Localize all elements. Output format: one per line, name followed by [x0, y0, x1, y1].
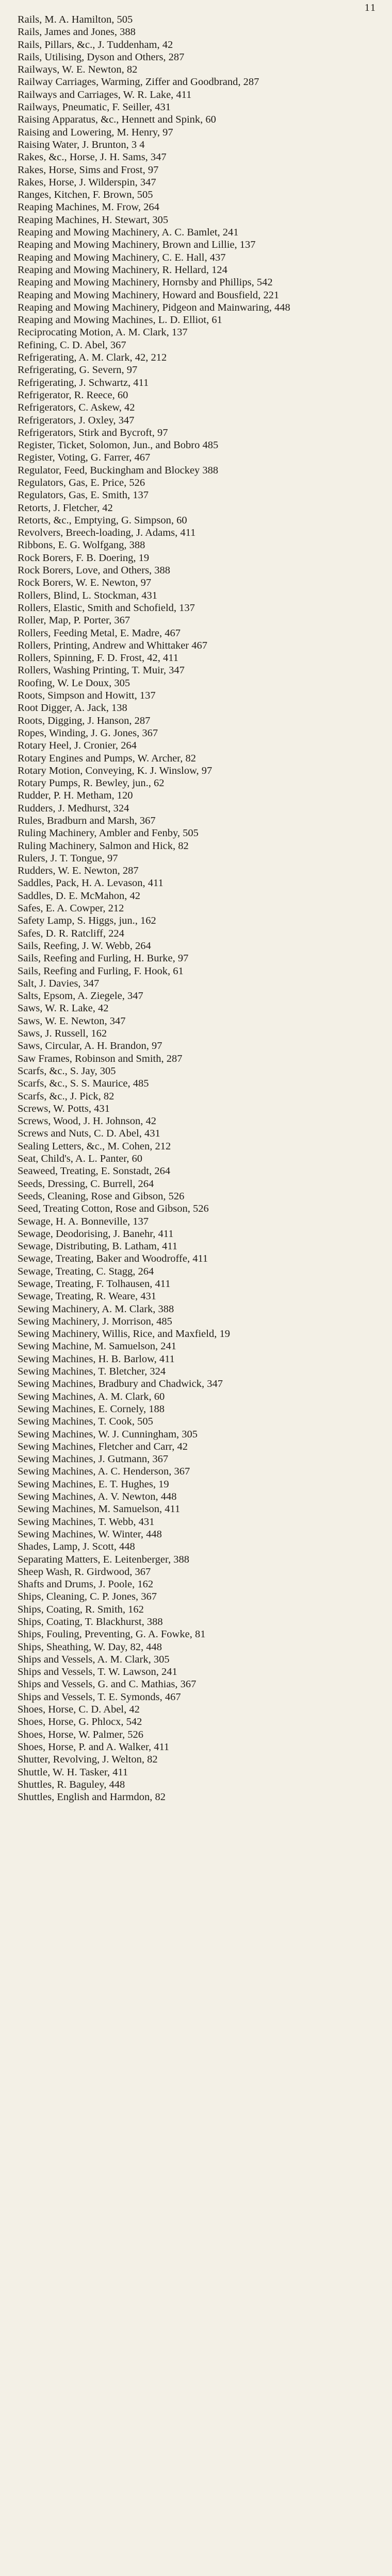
- index-entry: Ships, Fouling, Preventing, G. A. Fowke, 81: [18, 1629, 206, 1640]
- index-entry: Sewing Machines, T. Webb, 431: [18, 1516, 155, 1528]
- index-entry: Shafts and Drums, J. Poole, 162: [18, 1579, 154, 1590]
- index-entry: Register, Ticket, Solomon, Jun., and Bobro 485: [18, 439, 219, 451]
- index-entry: Refrigerator, R. Reece, 60: [18, 389, 128, 401]
- index-entry: Rock Borers, Love, and Others, 388: [18, 565, 171, 577]
- index-entry: Saws, W. E. Newton, 347: [18, 1015, 126, 1027]
- index-entry: Shoes, Horse, P. and A. Walker, 411: [18, 1741, 170, 1753]
- index-entry: Rakes, Horse, J. Wilderspin, 347: [18, 176, 156, 188]
- index-entry: Rules, Bradburn and Marsh, 367: [18, 815, 156, 826]
- index-entry: Shoes, Horse, C. D. Abel, 42: [18, 1704, 140, 1716]
- index-entry: Scarfs, &c., S. Jay, 305: [18, 1065, 116, 1077]
- index-entry: Sewage, Treating, C. Stagg, 264: [18, 1265, 154, 1277]
- index-entry: Shutter, Revolving, J. Welton, 82: [18, 1754, 158, 1766]
- index-entry: Railways and Carriages, W. R. Lake, 411: [18, 89, 192, 100]
- index-entry: Railways, W. E. Newton, 82: [18, 64, 138, 76]
- index-entry: Saws, W. R. Lake, 42: [18, 1003, 109, 1014]
- index-entry: Ribbons, E. G. Wolfgang, 388: [18, 539, 145, 551]
- index-entry: Rails, Utilising, Dyson and Others, 287: [18, 51, 185, 63]
- index-entry: Safety Lamp, S. Higgs, jun., 162: [18, 915, 156, 927]
- index-entry: Ships and Vessels, T. E. Symonds, 467: [18, 1691, 181, 1703]
- index-entry: Refrigerating, G. Severn, 97: [18, 364, 138, 376]
- index-entry: Rollers, Washing Printing, T. Muir, 347: [18, 665, 185, 676]
- index-entry: Rotary Pumps, R. Bewley, jun., 62: [18, 777, 165, 789]
- index-entry: Sealing Letters, &c., M. Cohen, 212: [18, 1140, 171, 1152]
- index-entry: Sewing Machines, A. M. Clark, 60: [18, 1391, 165, 1402]
- index-entry: Sewing Machines, T. Cook, 505: [18, 1416, 153, 1428]
- index-entry: Refrigerators, C. Askew, 42: [18, 402, 135, 414]
- index-entry: Ruling Machinery, Ambler and Fenby, 505: [18, 827, 199, 839]
- index-entry: Sewing Machines, E. T. Hughes, 19: [18, 1478, 169, 1490]
- index-entry: Reaping and Mowing Machinery, Brown and Lillie, 137: [18, 239, 256, 251]
- index-entry: Reaping and Mowing Machines, L. D. Elliot, 61: [18, 314, 222, 326]
- index-entry: Shuttles, English and Harmdon, 82: [18, 1791, 166, 1803]
- index-entry: Revolvers, Breech-loading, J. Adams, 411: [18, 527, 196, 539]
- index-entry: Retorts, &c., Emptying, G. Simpson, 60: [18, 514, 187, 526]
- index-entry: Safes, E. A. Cowper, 212: [18, 903, 124, 914]
- index-entry: Sheep Wash, R. Girdwood, 367: [18, 1566, 151, 1578]
- index-entry: Sewing Machines, H. B. Barlow, 411: [18, 1353, 175, 1365]
- index-entry: Refrigerators, J. Oxley, 347: [18, 414, 135, 426]
- index-entry: Rakes, &c., Horse, J. H. Sams, 347: [18, 151, 167, 163]
- index-entry: Screws, W. Potts, 431: [18, 1103, 110, 1114]
- index-entry: Railways, Pneumatic, F. Seiller, 431: [18, 101, 171, 113]
- index-entry: Roller, Map, P. Porter, 367: [18, 615, 130, 626]
- index-entry: Reaping and Mowing Machinery, C. E. Hall, 437: [18, 251, 226, 263]
- index-entry: Reaping Machines, H. Stewart, 305: [18, 214, 169, 226]
- index-entry: Ships, Sheathing, W. Day, 82, 448: [18, 1641, 162, 1653]
- index-entry: Reaping and Mowing Machinery, Howard and Bousfield, 221: [18, 289, 280, 301]
- index-entry: Sewage, Treating, F. Tolhausen, 411: [18, 1278, 171, 1290]
- index-entry: Refrigerating, J. Schwartz, 411: [18, 377, 149, 388]
- index-entry: Ships, Coating, R. Smith, 162: [18, 1603, 144, 1615]
- index-entry: Sewing Machines, W. Winter, 448: [18, 1528, 162, 1540]
- index-entry: Saws, Circular, A. H. Brandon, 97: [18, 1040, 162, 1052]
- index-entry: Reaping and Mowing Machinery, R. Hellard, 124: [18, 264, 227, 276]
- index-entry: Reaping and Mowing Machinery, Pidgeon and Mainwaring, 448: [18, 301, 290, 313]
- index-entry: Scarfs, &c., S. S. Maurice, 485: [18, 1078, 149, 1090]
- index-entry: Rulers, J. T. Tongue, 97: [18, 852, 118, 864]
- index-entry: Saddles, Pack, H. A. Levason, 411: [18, 877, 164, 889]
- index-entry: Root Digger, A. Jack, 138: [18, 702, 127, 714]
- index-entry: Scarfs, &c., J. Pick, 82: [18, 1090, 115, 1102]
- index-entry: Sails, Reefing and Furling, H. Burke, 97: [18, 953, 189, 964]
- index-entry: Rollers, Elastic, Smith and Schofield, 137: [18, 602, 195, 614]
- index-entry: Salt, J. Davies, 347: [18, 977, 100, 989]
- index-entry: Ruling Machinery, Salmon and Hick, 82: [18, 840, 189, 852]
- index-entry: Retorts, J. Fletcher, 42: [18, 502, 113, 514]
- index-entry: Refrigerating, A. M. Clark, 42, 212: [18, 352, 167, 364]
- index-entry: Railway Carriages, Warming, Ziffer and Goodbrand, 287: [18, 76, 259, 88]
- index-entry: Saddles, D. E. McMahon, 42: [18, 890, 141, 902]
- index-entry: Raising Water, J. Brunton, 3 4: [18, 139, 145, 150]
- index-entry: Sewage, Deodorising, J. Banehr, 411: [18, 1228, 174, 1240]
- index-entry: Regulators, Gas, E. Smith, 137: [18, 489, 149, 501]
- index-entry: Sails, Reefing, J. W. Webb, 264: [18, 940, 151, 952]
- index-entry: Rotary Heel, J. Cronier, 264: [18, 740, 137, 752]
- index-entry: Roofing, W. Le Doux, 305: [18, 677, 130, 689]
- index-entry: Sewing Machines, A. C. Henderson, 367: [18, 1466, 190, 1478]
- index-entry: Rock Borers, F. B. Doering, 19: [18, 552, 150, 564]
- index-entry: Seeds, Cleaning, Rose and Gibson, 526: [18, 1190, 185, 1202]
- index-entry: Saw Frames, Robinson and Smith, 287: [18, 1053, 183, 1064]
- index-entry: Ships, Coating, T. Blackhurst, 388: [18, 1616, 163, 1628]
- subject-index-list: [18, 13, 380, 1803]
- index-entry: Reciprocating Motion, A. M. Clark, 137: [18, 327, 188, 338]
- index-entry: Register, Voting, G. Farrer, 467: [18, 452, 151, 464]
- index-entry: Ships, Cleaning, C. P. Jones, 367: [18, 1591, 157, 1603]
- index-entry: Sewing Machinery, A. M. Clark, 388: [18, 1303, 174, 1315]
- index-entry: Ships and Vessels, A. M. Clark, 305: [18, 1653, 170, 1665]
- index-entry: Safes, D. R. Ratcliff, 224: [18, 927, 124, 939]
- index-entry: Regulators, Gas, E. Price, 526: [18, 477, 145, 488]
- index-entry: Roots, Digging, J. Hanson, 287: [18, 715, 151, 726]
- index-entry: Ships and Vessels, T. W. Lawson, 241: [18, 1666, 177, 1678]
- index-entry: Ranges, Kitchen, F. Brown, 505: [18, 189, 153, 201]
- index-entry: Rollers, Spinning, F. D. Frost, 42, 411: [18, 652, 178, 664]
- index-entry: Screws, Wood, J. H. Johnson, 42: [18, 1115, 157, 1127]
- index-entry: Shoes, Horse, W. Palmer, 526: [18, 1728, 144, 1740]
- index-entry: Sewage, H. A. Bonneville, 137: [18, 1215, 149, 1227]
- index-entry: Rotary Engines and Pumps, W. Archer, 82: [18, 752, 196, 764]
- index-entry: Ropes, Winding, J. G. Jones, 367: [18, 727, 158, 739]
- index-entry: Saws, J. Russell, 162: [18, 1028, 107, 1040]
- index-entry: Shuttle, W. H. Tasker, 411: [18, 1766, 128, 1778]
- index-entry: Sewing Machines, E. Cornely, 188: [18, 1403, 165, 1415]
- index-entry: Rollers, Feeding Metal, E. Madre, 467: [18, 627, 181, 639]
- index-entry: Rails, M. A. Hamilton, 505: [18, 14, 133, 25]
- index-entry: Shuttles, R. Baguley, 448: [18, 1778, 125, 1790]
- index-entry: Sewage, Treating, Baker and Woodroffe, 411: [18, 1253, 208, 1265]
- index-entry: Raising Apparatus, &c., Hennett and Spink, 60: [18, 114, 216, 126]
- index-entry: Rudders, J. Medhurst, 324: [18, 802, 129, 814]
- index-entry: Refining, C. D. Abel, 367: [18, 339, 126, 351]
- index-entry: Roots, Simpson and Howitt, 137: [18, 690, 156, 702]
- index-entry: Sewing Machines, Bradbury and Chadwick, 347: [18, 1378, 223, 1390]
- index-entry: Reaping and Mowing Machinery, Hornsby and Phillips, 542: [18, 277, 273, 289]
- index-entry: Sails, Reefing and Furling, F. Hook, 61: [18, 965, 184, 977]
- index-entry: Rollers, Printing, Andrew and Whittaker 467: [18, 639, 207, 651]
- index-entry: Sewing Machines, W. J. Cunningham, 305: [18, 1428, 198, 1440]
- page-number: 11: [364, 2, 377, 13]
- index-entry: Seeds, Dressing, C. Burrell, 264: [18, 1178, 154, 1190]
- index-entry: Ships and Vessels, G. and C. Mathias, 367: [18, 1679, 197, 1690]
- index-entry: Sewing Machines, A. V. Newton, 448: [18, 1491, 177, 1503]
- index-entry: Sewage, Treating, R. Weare, 431: [18, 1291, 156, 1302]
- index-entry: Refrigerators, Stirk and Bycroft, 97: [18, 427, 168, 438]
- index-entry: Regulator, Feed, Buckingham and Blockey 388: [18, 464, 219, 476]
- index-entry: Sewing Machine, M. Samuelson, 241: [18, 1341, 177, 1352]
- index-entry: Sewage, Distributing, B. Latham, 411: [18, 1241, 178, 1252]
- index-entry: Rock Borers, W. E. Newton, 97: [18, 577, 152, 589]
- index-entry: Raising and Lowering, M. Henry, 97: [18, 126, 173, 138]
- index-entry: Rails, James and Jones, 388: [18, 26, 136, 38]
- index-entry: Sewing Machines, Fletcher and Carr, 42: [18, 1440, 188, 1452]
- index-entry: Reaping and Mowing Machinery, A. C. Bamlet, 241: [18, 227, 239, 239]
- index-entry: Rotary Motion, Conveying, K. J. Winslow, 97: [18, 765, 213, 776]
- index-entry: Rakes, Horse, Sims and Frost, 97: [18, 164, 159, 176]
- index-entry: Sewing Machines, M. Samuelson, 411: [18, 1503, 181, 1515]
- index-entry: Seaweed, Treating, E. Sonstadt, 264: [18, 1165, 171, 1177]
- index-entry: Rollers, Blind, L. Stockman, 431: [18, 589, 158, 601]
- index-entry: Sewing Machinery, J. Morrison, 485: [18, 1315, 172, 1327]
- index-entry: Sewing Machines, T. Bletcher, 324: [18, 1366, 166, 1378]
- index-entry: Sewing Machines, J. Gutmann, 367: [18, 1453, 169, 1465]
- index-entry: Separating Matters, E. Leitenberger, 388: [18, 1553, 189, 1565]
- index-entry: Screws and Nuts, C. D. Abel, 431: [18, 1128, 160, 1140]
- index-entry: Seat, Child's, A. L. Panter, 60: [18, 1153, 143, 1165]
- index-entry: Sewing Machinery, Willis, Rice, and Maxfield, 19: [18, 1328, 230, 1340]
- index-entry: Rudders, W. E. Newton, 287: [18, 865, 139, 877]
- index-entry: Rails, Pillars, &c., J. Tuddenham, 42: [18, 39, 173, 50]
- index-entry: Shoes, Horse, G. Phlocx, 542: [18, 1716, 142, 1728]
- index-entry: Salts, Epsom, A. Ziegele, 347: [18, 990, 143, 1002]
- index-entry: Rudder, P. H. Metham, 120: [18, 790, 133, 802]
- index-entry: Shades, Lamp, J. Scott, 448: [18, 1541, 135, 1553]
- index-entry: Seed, Treating Cotton, Rose and Gibson, 526: [18, 1203, 209, 1215]
- index-entry: Reaping Machines, M. Frow, 264: [18, 201, 159, 213]
